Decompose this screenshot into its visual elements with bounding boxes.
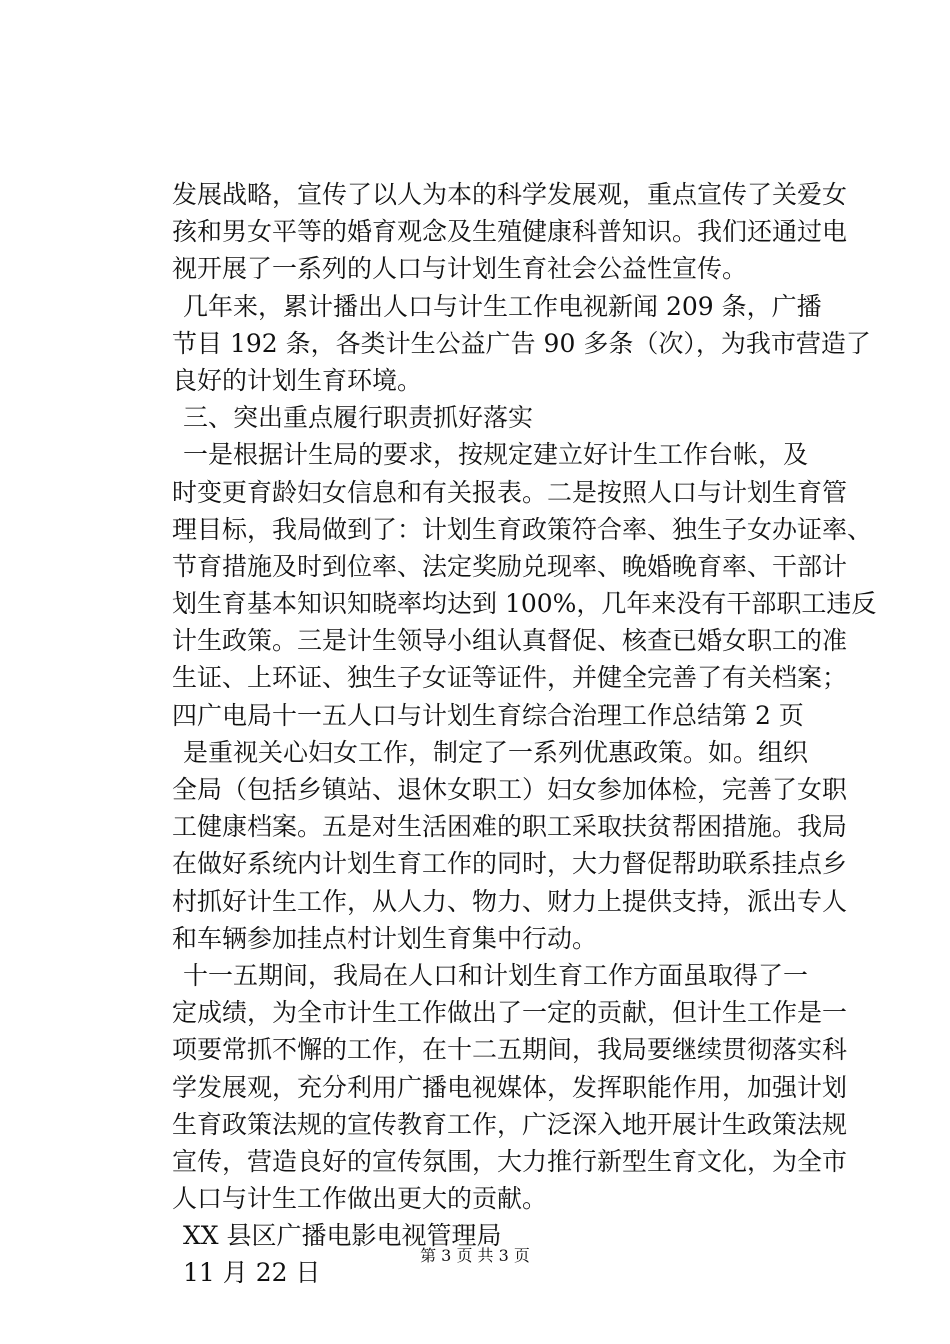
text-line: 理目标，我局做到了：计划生育政策符合率、独生子女办证率、 xyxy=(172,514,873,544)
text-line: 定成绩，为全市计生工作做出了一定的贡献，但计生工作是一 xyxy=(172,998,848,1028)
text-line: 时变更育龄妇女信息和有关报表。二是按照人口与计划生育管 xyxy=(172,477,848,507)
text-line: 人口与计生工作做出更大的贡献。 xyxy=(172,1184,548,1214)
text-line: 和车辆参加挂点村计划生育集中行动。 xyxy=(172,923,598,953)
text-line: 村抓好计生工作，从人力、物力、财力上提供支持，派出专人 xyxy=(172,886,848,916)
paragraph-start-line: 十一五期间，我局在人口和计划生育工作方面虽取得了一 xyxy=(183,960,809,990)
text-line: 工健康档案。五是对生活困难的职工采取扶贫帮困措施。我局 xyxy=(172,812,848,842)
text-line: 孩和男女平等的婚育观念及生殖健康科普知识。我们还通过电 xyxy=(172,217,848,247)
text-line: 生育政策法规的宣传教育工作，广泛深入地开展计生政策法规 xyxy=(172,1109,848,1139)
text-line: 项要常抓不懈的工作，在十二五期间，我局要继续贯彻落实科 xyxy=(172,1035,848,1065)
section-heading: 三、突出重点履行职责抓好落实 xyxy=(183,403,534,433)
paragraph-start-line: 几年来，累计播出人口与计生工作电视新闻 209 条，广播 xyxy=(183,291,822,321)
document-body xyxy=(172,176,877,1292)
text-line: 节育措施及时到位率、法定奖励兑现率、晚婚晚育率、干部计 xyxy=(172,551,848,581)
text-line: 划生育基本知识知晓率均达到 100%，几年来没有干部职工违反 xyxy=(172,589,877,619)
text-line: 在做好系统内计划生育工作的同时，大力督促帮助联系挂点乡 xyxy=(172,849,848,879)
text-line: 全局（包括乡镇站、退休女职工）妇女参加体检，完善了女职 xyxy=(172,775,848,804)
text-line: 学发展观，充分利用广播电视媒体，发挥职能作用，加强计划 xyxy=(172,1072,848,1102)
signature-organization: XX 县区广播电影电视管理局 xyxy=(183,1221,502,1251)
paragraph-start-line: 一是根据计生局的要求，按规定建立好计生工作台帐，及 xyxy=(183,440,809,470)
text-line: 宣传，营造良好的宣传氛围，大力推行新型生育文化，为全市 xyxy=(172,1146,848,1176)
text-line: 视开展了一系列的人口与计划生育社会公益性宣传。 xyxy=(172,254,748,284)
text-line: 四广电局十一五人口与计划生育综合治理工作总结第 2 页 xyxy=(172,700,804,730)
paragraph-start-line: 是重视关心妇女工作，制定了一系列优惠政策。如。组织 xyxy=(183,737,809,767)
page-number-footer: 第 3 页 共 3 页 xyxy=(420,1246,530,1265)
text-line: 良好的计划生育环境。 xyxy=(172,365,423,395)
text-line: 生证、上环证、独生子女证等证件，并健全完善了有关档案； xyxy=(172,663,848,693)
text-line: 发展战略，宣传了以人为本的科学发展观，重点宣传了关爱女 xyxy=(172,180,848,209)
signature-date: 11 月 22 日 xyxy=(183,1258,321,1288)
text-line: 计生政策。三是计生领导小组认真督促、核查已婚女职工的准 xyxy=(172,626,848,656)
text-line: 节目 192 条，各类计生公益广告 90 多条（次），为我市营造了 xyxy=(172,328,871,358)
